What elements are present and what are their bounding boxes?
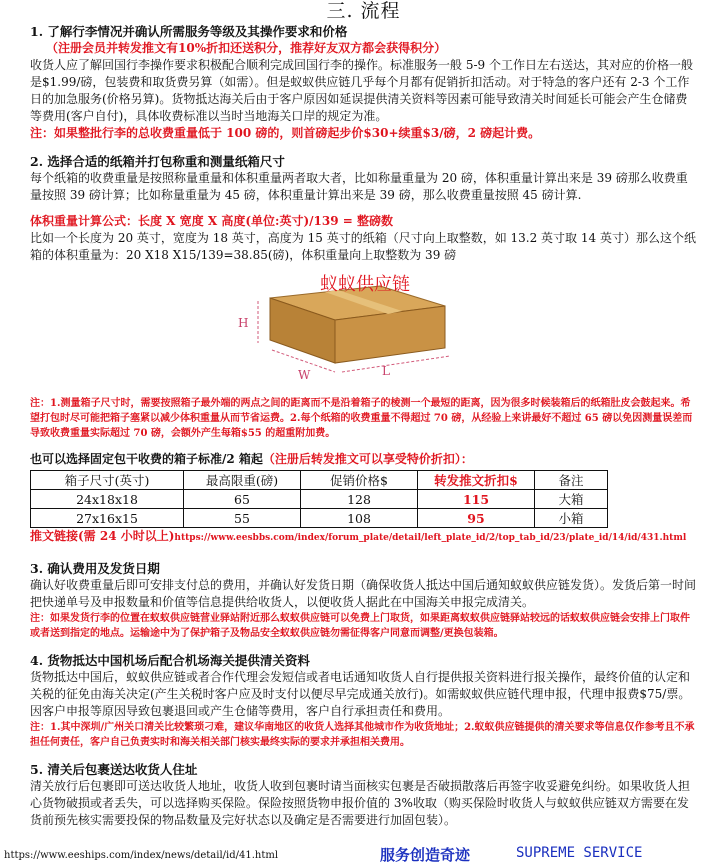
table-cell: 55 xyxy=(184,509,301,528)
section-3-note: 注：如果发货行李的位置在蚁蚁供应链营业驿站附近那么蚁蚁供应链可以免费上门取货，如果距离蚁蚁供应链驿站较远的话蚁蚁供应链会安排上门取件或者送到指定的地点。运输途中为了保护箱子及物品安全蚁蚁供应链勿需征得客户同意而调整/更换包装箱。 xyxy=(30,613,690,639)
dimension-l-label: L xyxy=(382,364,390,378)
table-row xyxy=(31,509,608,528)
table-caption-main: 也可以选择固定包干收费的箱子标准/2 箱起 xyxy=(30,452,263,466)
col-header: 转发推文折扣$ xyxy=(418,471,535,490)
table-caption-promo: （注册后转发推文可以享受特价折扣）： xyxy=(262,452,473,466)
table-caption xyxy=(30,451,697,468)
tweet-link-url[interactable]: https://www.eesbbs.com/index/forum_plate/detail/left_plate_id/2/top_tab_id/23/plate_id/14/id/431.html xyxy=(174,533,687,543)
volume-formula: 体积重量计算公式：长度 X 宽度 X 高度(单位:英寸)/139 = 整磅数 xyxy=(30,214,393,228)
section-2-heading: 2. 选择合适的纸箱并打包称重和测量纸箱尺寸 xyxy=(30,154,285,169)
table-cell: 95 xyxy=(418,509,535,528)
volume-example: 比如一个长度为 20 英寸，宽度为 18 英寸，高度为 15 英寸的纸箱（尺寸向上取整数，如 13.2 英寸取 14 英寸）那么这个纸箱的体积重量为：20 X18 X15/139=38.85(磅)，体积重量向上取整数为 39 磅 xyxy=(30,231,696,262)
col-header: 促销价格$ xyxy=(301,471,418,490)
footer-url[interactable]: https://www.eeships.com/index/news/detail/id/41.html xyxy=(4,850,279,861)
dimension-h-label: H xyxy=(238,316,249,330)
page-title: 三. 流程 xyxy=(326,0,401,22)
table-row xyxy=(31,490,608,509)
tweet-link-line xyxy=(30,528,697,547)
section-1-heading: 1. 了解行李情况并确认所需服务等级及其操作要求和价格 xyxy=(30,24,348,39)
section-5-heading: 5. 清关后包裹送达收货人住址 xyxy=(30,762,198,777)
table-cell: 24x18x18 xyxy=(31,490,184,509)
fixed-box-table xyxy=(30,470,608,528)
section-4-note: 注：1.其中深圳/广州关口清关比较繁琐刁难，建议华南地区的收货人选择其他城市作为收货地址；2.蚁蚁供应链提供的清关要求等信息仅作参考且不承担任何责任，客户自己负责实时和海关相关部门核实最终实际的要求并承担相关费用。 xyxy=(30,722,695,748)
section-1-body: 收货人应了解回国行李操作要求积极配合顺利完成回国行李的操作。标准服务一般 5-9 个工作日左右送达，其对应的价格一般是$1.99/磅，包装费和取货费另算（如需）。但是蚁蚁供应链几乎每个月都有促销折扣活动。对于特急的客户还有 2-3 个工作日的加急服务(价格另算)。货物抵达海关后由于客户原因如延误提供清关资料等因素可能导致清关时间延长可能会产生仓储费等费用(客户自付)，具体收费标准以当时当地海关口岸的规定为准。 xyxy=(30,58,693,123)
col-header: 备注 xyxy=(535,471,608,490)
col-header: 最高限重(磅) xyxy=(184,471,301,490)
dimension-w-label: W xyxy=(298,368,311,382)
table-cell: 小箱 xyxy=(535,509,608,528)
table-cell: 128 xyxy=(301,490,418,509)
box-brand-label: 蚁蚁供应链 xyxy=(320,274,410,295)
footer-slogan: 服务创造奇迹 xyxy=(380,846,471,864)
section-3-body: 确认好收费重量后即可安排支付总的费用，并确认好发货日期（确保收货人抵达中国后通知蚁蚁供应链发货）。发货后第一时间把快递单号及申报数量和价值等信息提供给收货人，以便收货人据此在中国海关申报完成清关。 xyxy=(30,578,697,609)
table-header-row xyxy=(31,471,608,490)
section-2-body: 每个纸箱的收费重量是按照称量重量和体积重量两者取大者，比如称量重量为 20 磅，体积重量计算出来是 39 磅那么收费重量按照 39 磅计算；比如称量重量为 45 磅，体积重量计算出来是 39 磅，那么收费重量按照 45 磅计算. xyxy=(30,171,688,202)
footer-slogan-en: SUPREME SERVICE xyxy=(516,845,643,861)
box-illustration xyxy=(30,268,697,396)
section-5-body: 清关放行后包裹即可送达收货人地址，收货人收到包裹时请当面核实包裹是否破损散落后再签字收妥避免纠纷。如果收货人担心货物破损或者丢失，可以选择购买保险。保险按照货物申报价值的 3%收取（购买保险时收货人与蚁蚁供应链双方需要在发货前预先核实需要投保的物品数量及完好状态以及确定是否需要进行加固包装）。 xyxy=(30,779,691,827)
col-header: 箱子尺寸(英寸) xyxy=(31,471,184,490)
section-3-heading: 3. 确认费用及发货日期 xyxy=(30,561,160,576)
table-cell: 115 xyxy=(418,490,535,509)
table-cell: 27x16x15 xyxy=(31,509,184,528)
table-cell: 大箱 xyxy=(535,490,608,509)
section-4-body: 货物抵达中国后，蚁蚁供应链或者合作代理会发短信或者电话通知收货人自行提供报关资料进行报关操作，最终价值的认定和关税的征免由海关决定(产生关税时客户应及时支付以便尽早完成通关放行)。如需蚁蚁供应链代理申报，代理申报费$75/票。因客户申报等原因导致包裹退回或产生仓储等费用，客户自行承担责任和费用。 xyxy=(30,670,691,718)
page-footer xyxy=(0,842,707,866)
table-cell: 65 xyxy=(184,490,301,509)
section-2-note: 注：1.测量箱子尺寸时，需要按照箱子最外端的两点之间的距离而不是沿着箱子的棱测一个最短的距离，因为很多时候装箱后的纸箱肚皮会鼓起来。希望打包时尽可能把箱子塞紧以减少体积重量从而节省运费。2.每个纸箱的收费重量不得超过 70 磅，从经验上来讲最好不超过 65 磅以免因测量误差而导致收费重量实际超过 70 磅，会额外产生每箱$55 的超重附加费。 xyxy=(30,398,693,439)
section-1-note: 注：如果整批行李的总收费重量低于 100 磅的，则首磅起步价$30+续重$3/磅，2 磅起计费。 xyxy=(30,126,541,140)
table-cell: 108 xyxy=(301,509,418,528)
section-1-promo: （注册会员并转发推文有10%折扣还送积分，推荐好友双方都会获得积分） xyxy=(46,41,447,55)
section-4-heading: 4. 货物抵达中国机场后配合机场海关提供清关资料 xyxy=(30,653,310,668)
tweet-link-label: 推文链接(需 24 小时以上) xyxy=(30,529,175,543)
